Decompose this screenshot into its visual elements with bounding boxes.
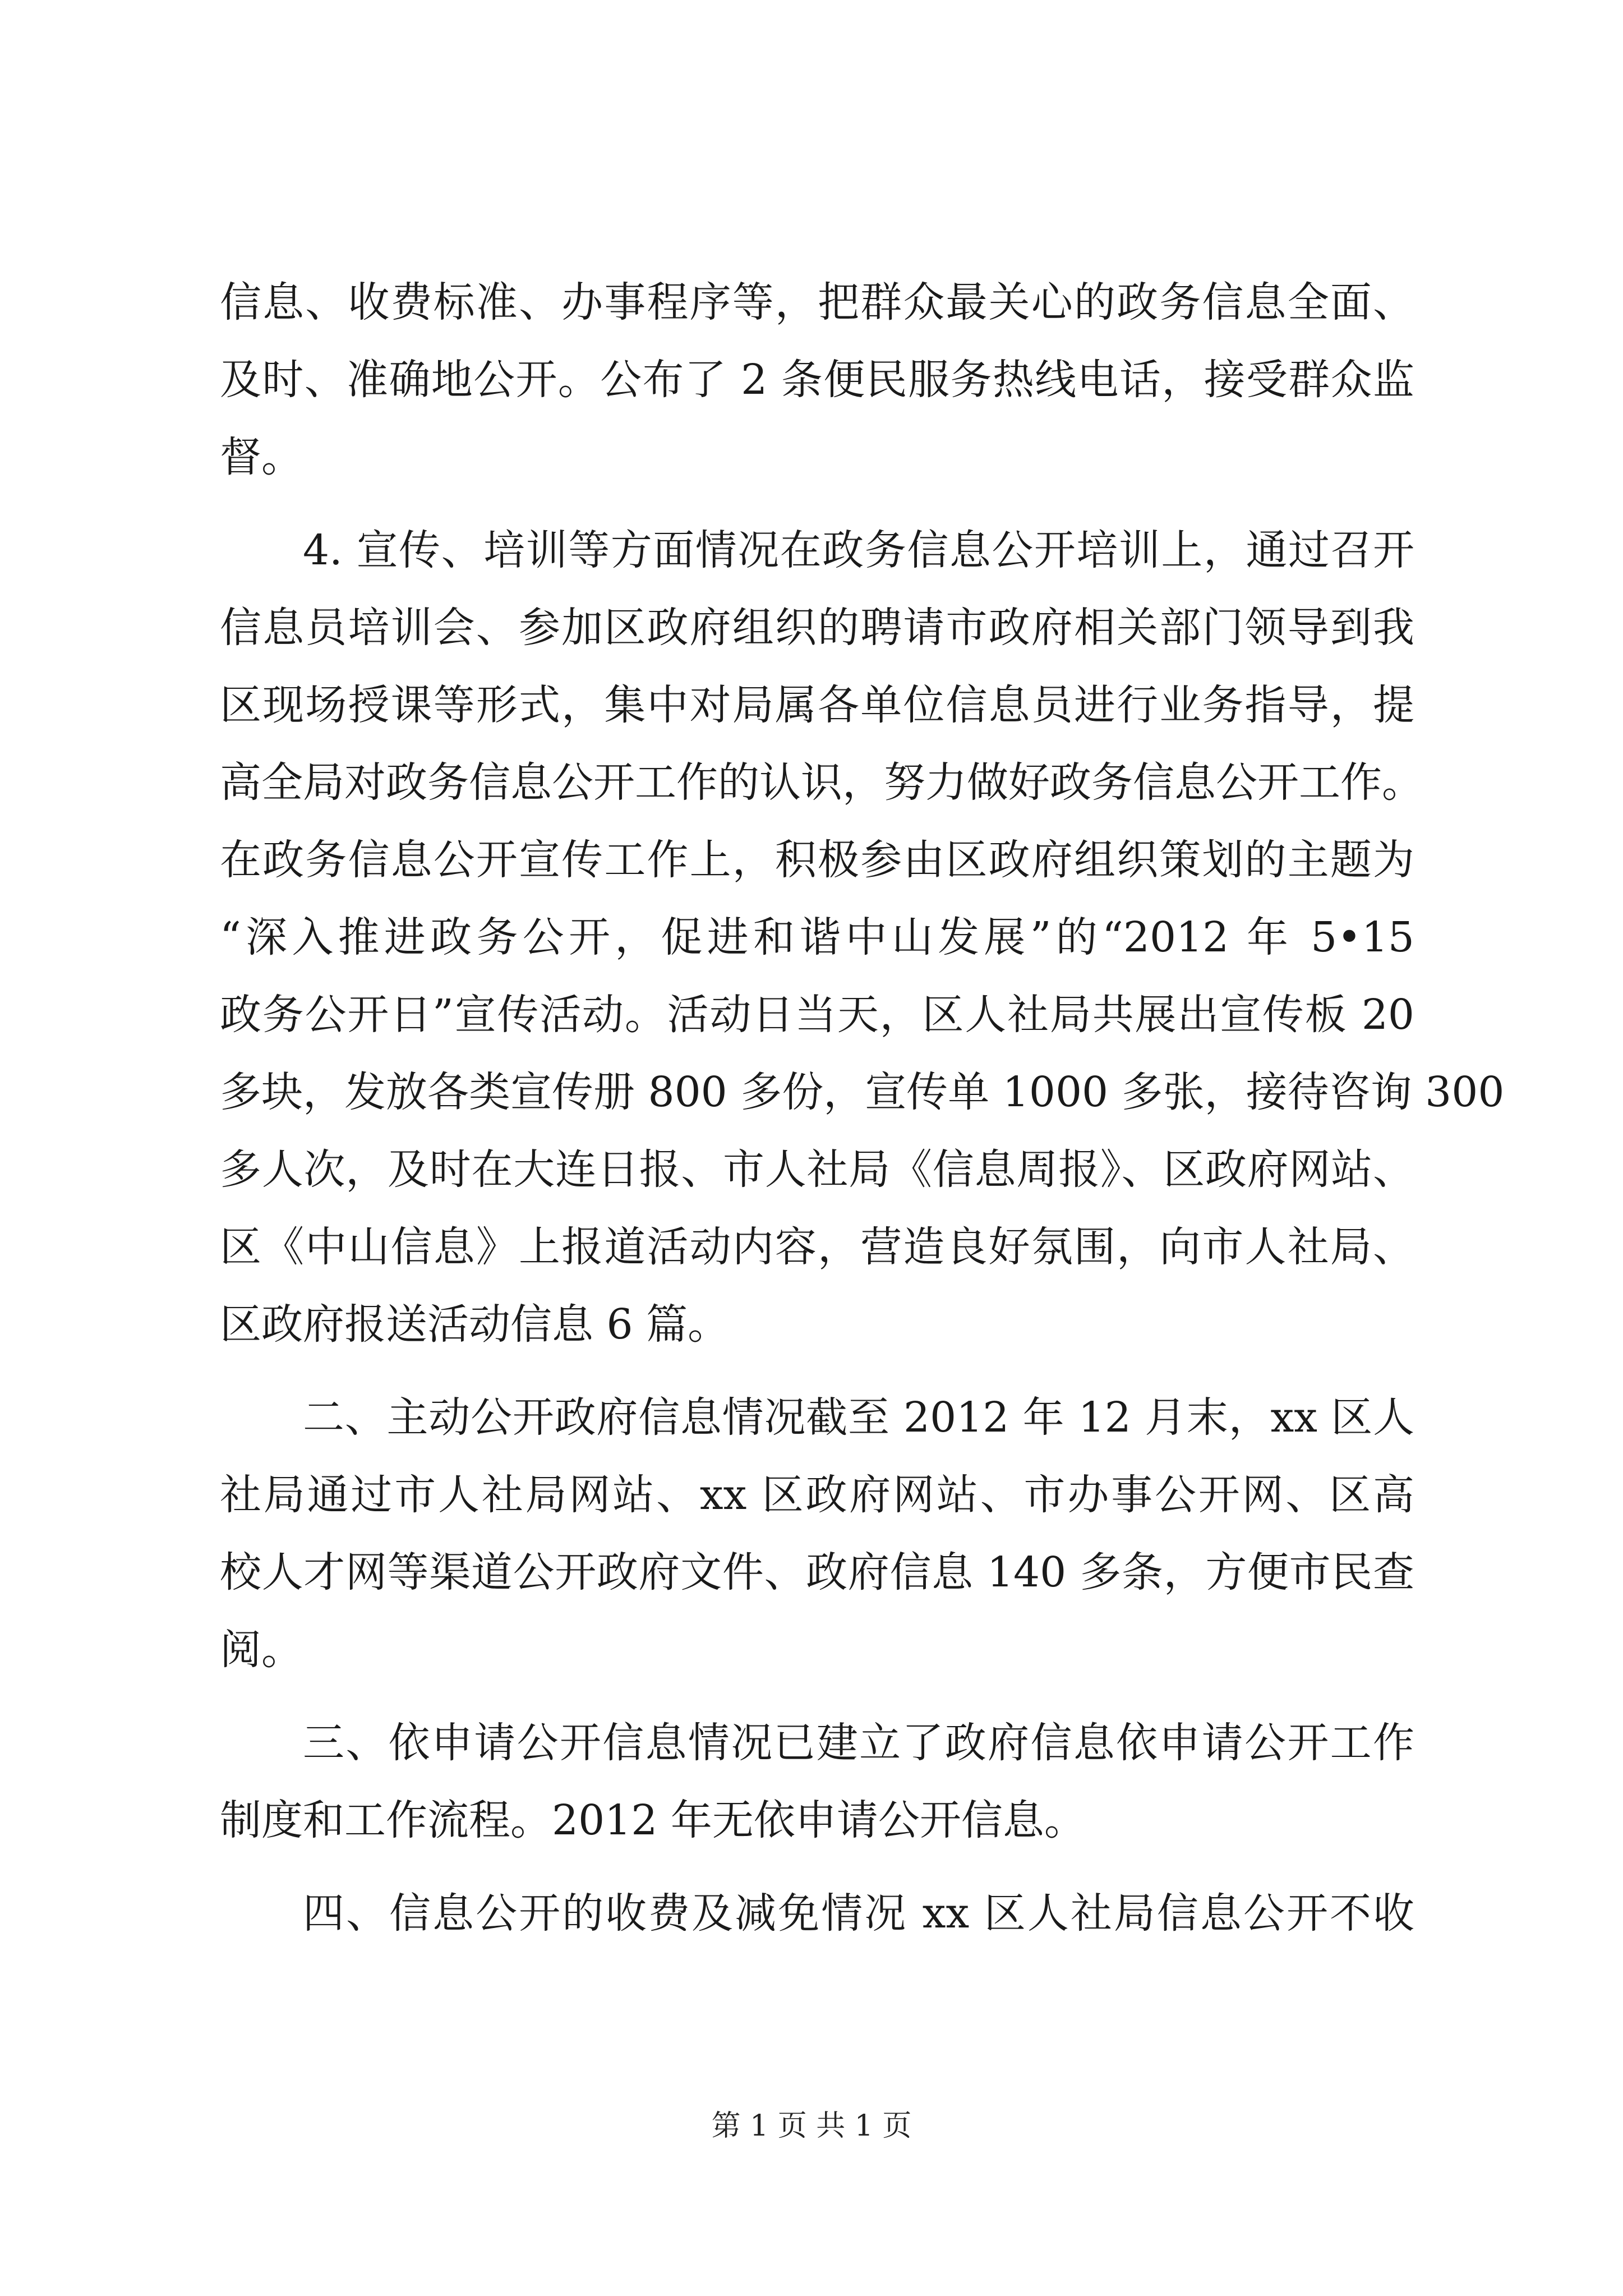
section-heading-line: 二、主动公开政府信息情况截至 2012 年 12 月末，xx 区人 — [303, 1393, 1414, 1442]
text-line: 多块，发放各类宣传册 800 多份，宣传单 1000 多张，接待咨询 300 — [220, 1068, 1505, 1116]
text-line: 区现场授课等形式，集中对局属各单位信息员进行业务指导，提 — [220, 681, 1414, 729]
section-heading-line: 三、依申请公开信息情况已建立了政府信息依申请公开工作 — [303, 1719, 1414, 1767]
document-body — [220, 264, 1505, 1952]
text-line: 区政府报送活动信息 6 篇。 — [220, 1300, 730, 1349]
text-line: 政务公开日”宣传活动。活动日当天，区人社局共展出宣传板 20 — [220, 991, 1414, 1039]
text-line: 信息员培训会、参加区政府组织的聘请市政府相关部门领导到我 — [220, 604, 1414, 652]
text-line: 校人才网等渠道公开政府文件、政府信息 140 多条，方便市民查 — [220, 1548, 1414, 1596]
paragraph-start-line: 4. 宣传、培训等方面情况在政务信息公开培训上，通过召开 — [303, 526, 1414, 574]
text-line: 制度和工作流程。2012 年无依申请公开信息。 — [220, 1796, 1086, 1844]
text-line: 区《中山信息》上报道活动内容，营造良好氛围，向市人社局、 — [220, 1223, 1414, 1271]
text-line: 社局通过市人社局网站、xx 区政府网站、市办事公开网、区高 — [220, 1471, 1414, 1519]
text-line: 多人次，及时在大连日报、市人社局《信息周报》、区政府网站、 — [220, 1145, 1414, 1194]
text-line: 高全局对政务信息公开工作的认识，努力做好政务信息公开工作。 — [220, 758, 1423, 807]
page-number-footer: 第 1 页 共 1 页 — [711, 2109, 912, 2143]
text-line: 阅。 — [220, 1626, 303, 1674]
text-line: 在政务信息公开宣传工作上，积极参由区政府组织策划的主题为 — [220, 836, 1414, 884]
text-line: 信息、收费标准、办事程序等，把群众最关心的政务信息全面、 — [220, 278, 1414, 326]
text-line: 督。 — [220, 433, 303, 481]
text-line: 及时、准确地公开。公布了 2 条便民服务热线电话，接受群众监 — [220, 356, 1414, 404]
section-heading-line: 四、信息公开的收费及减免情况 xx 区人社局信息公开不收 — [303, 1889, 1414, 1938]
text-line: “深入推进政务公开，促进和谐中山发展”的“2012 年 5•15 — [220, 913, 1414, 961]
